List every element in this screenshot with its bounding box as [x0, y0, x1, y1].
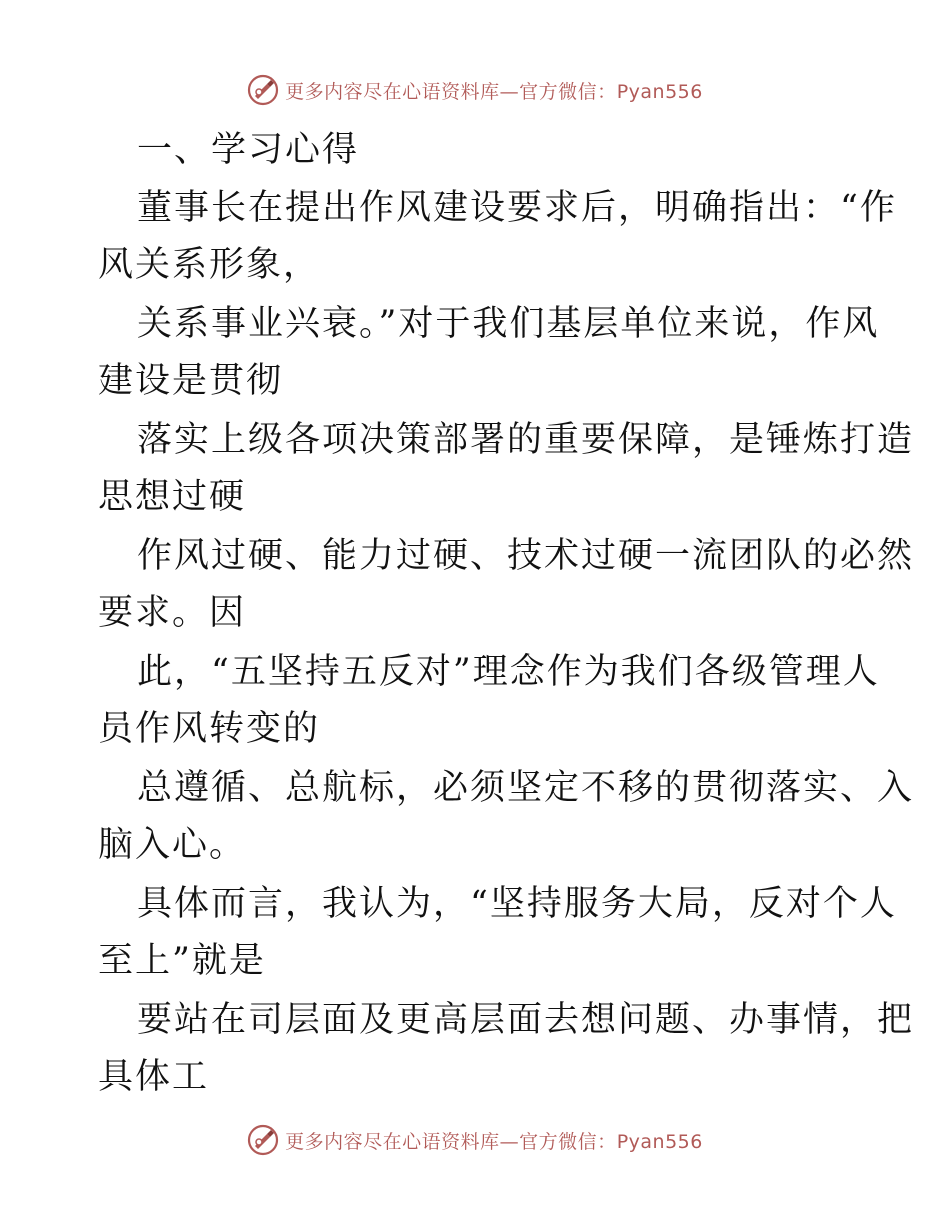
paragraph-line: 风关系形象，: [98, 245, 321, 285]
paragraph-line: 思想过硬: [98, 477, 247, 517]
section-heading: 一、学习心得: [137, 130, 360, 170]
header-watermark-banner: [0, 70, 950, 110]
footer-watermark-banner: [0, 1120, 950, 1160]
header-watermark-text: [285, 77, 703, 104]
paragraph-line: 落实上级各项决策部署的重要保障，是锤炼打造: [137, 420, 915, 460]
header-brand-text: 更多内容尽在心语资料库: [285, 80, 500, 103]
paragraph-line: 要求。因: [98, 593, 247, 633]
paragraph-line: 作风过硬、能力过硬、技术过硬一流团队的必然: [137, 536, 915, 576]
paragraph-line: 脑入心。: [98, 825, 247, 865]
paragraph-line: 员作风转变的: [98, 709, 321, 749]
pen-logo-icon: [247, 1124, 279, 1156]
header-wechat-label: 官方微信：: [519, 80, 617, 103]
paragraph-line: 此，“五坚持五反对”理念作为我们各级管理人: [137, 652, 880, 692]
paragraph-line: 具体工: [98, 1057, 210, 1097]
footer-wechat-label: 官方微信：: [519, 1130, 617, 1153]
paragraph-line: 董事长在提出作风建设要求后，明确指出：“作: [137, 188, 897, 228]
paragraph-line: 关系事业兴衰。”对于我们基层单位来说，作风: [137, 304, 880, 344]
footer-separator: —: [499, 1130, 520, 1153]
footer-wechat-id: Pyan556: [616, 1130, 703, 1153]
pen-logo-icon: [247, 74, 279, 106]
paragraph-line: 具体而言，我认为，“坚持服务大局，反对个人: [137, 884, 897, 924]
footer-brand-text: 更多内容尽在心语资料库: [285, 1130, 500, 1153]
footer-watermark-text: [285, 1127, 703, 1154]
header-separator: —: [499, 80, 520, 103]
paragraph-line: 至上”就是: [98, 941, 266, 981]
paragraph-line: 建设是贯彻: [98, 361, 284, 401]
paragraph-line: 要站在司层面及更高层面去想问题、办事情，把: [137, 1000, 915, 1040]
header-wechat-id: Pyan556: [616, 80, 703, 103]
paragraph-line: 总遵循、总航标，必须坚定不移的贯彻落实、入: [137, 768, 915, 808]
